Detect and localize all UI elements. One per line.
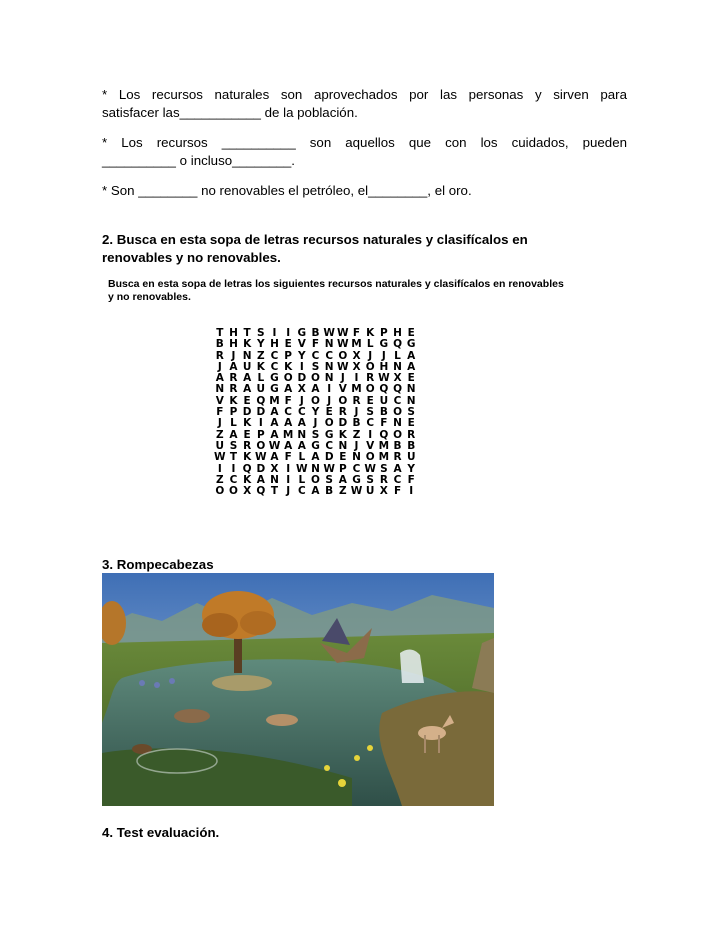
word-search-letter: R <box>338 406 347 419</box>
word-search-letter: C <box>325 439 334 452</box>
word-search-letter: S <box>407 406 415 419</box>
word-search-letter: I <box>286 473 291 486</box>
word-search-letter: Q <box>256 394 266 407</box>
word-search-letter: V <box>366 439 375 452</box>
word-search-letter: U <box>365 485 375 498</box>
word-search-letter: A <box>338 473 347 486</box>
word-search-letter: C <box>311 349 320 362</box>
word-search-letter: N <box>242 349 252 362</box>
word-search-caption-line-2: y no renovables. <box>108 291 191 303</box>
word-search-letter: A <box>284 383 293 396</box>
word-search-letter: A <box>229 428 238 441</box>
word-search-letter: N <box>324 338 334 351</box>
word-search-letter: G <box>379 338 389 351</box>
word-search-letter: I <box>286 462 291 475</box>
word-search-letter: X <box>393 372 402 385</box>
word-search-letter: H <box>229 327 238 339</box>
word-search-letter: J <box>313 417 318 430</box>
word-search-letter: A <box>243 372 252 385</box>
word-search-letter: R <box>366 372 375 385</box>
word-search-letter: K <box>243 451 252 464</box>
word-search-letter: B <box>325 485 334 498</box>
word-search-letter: C <box>325 349 334 362</box>
word-search-letter: C <box>297 406 306 419</box>
word-search-letter: J <box>381 349 386 362</box>
word-search-letter: N <box>311 462 320 475</box>
word-search-letter: C <box>284 406 293 419</box>
word-search-letter: J <box>368 349 373 362</box>
word-search-letter: I <box>272 327 277 339</box>
word-search-letter: R <box>352 394 361 407</box>
word-search-letter: S <box>229 439 238 452</box>
word-search-letter: K <box>243 417 252 430</box>
word-search-letter: J <box>340 372 345 385</box>
word-search-letter: H <box>270 338 279 351</box>
word-search-letter: N <box>406 383 416 396</box>
word-search-letter: B <box>352 417 361 430</box>
word-search-letter: I <box>258 417 263 430</box>
puzzle-scene-image[interactable] <box>102 573 494 806</box>
word-search-letter: D <box>256 462 266 475</box>
word-search-letter: E <box>339 451 347 464</box>
word-search-letter: L <box>257 372 265 385</box>
word-search-letter: B <box>379 406 388 419</box>
word-search-letter: W <box>323 327 335 339</box>
word-search-letter: I <box>299 360 304 373</box>
word-search-letter: N <box>324 360 334 373</box>
word-search-letter: D <box>242 406 252 419</box>
word-search-letter: O <box>311 394 320 407</box>
word-search-letter: C <box>297 485 306 498</box>
word-search-letter: U <box>406 451 416 464</box>
word-search-letter: O <box>229 485 238 498</box>
word-search-letter: W <box>364 462 376 475</box>
word-search-letter: U <box>215 439 225 452</box>
word-search-letter: A <box>256 473 265 486</box>
word-search-letter: Y <box>257 338 265 351</box>
word-search-letter: M <box>351 338 362 351</box>
word-search-letter: H <box>379 360 389 373</box>
section-2-heading-line-2: renovables y no renovables. <box>102 250 281 265</box>
word-search-letter: F <box>393 485 402 498</box>
word-search-letter: A <box>311 451 320 464</box>
section-2-heading <box>102 231 627 267</box>
word-search-letter: A <box>284 439 293 452</box>
word-search-letter: L <box>366 338 374 351</box>
question-2-line-1: * Los recursos __________ son aquellos que con los cuidados, pueden <box>102 135 627 150</box>
word-search-letter: J <box>354 406 359 419</box>
word-search-letter: O <box>215 485 225 498</box>
word-search-letter: P <box>380 327 388 339</box>
word-search-letter: J <box>327 394 332 407</box>
word-search-letter: C <box>352 462 361 475</box>
word-search-letter: Q <box>379 428 389 441</box>
word-search-letter: O <box>338 349 348 362</box>
word-search-letter: M <box>351 383 362 396</box>
word-search-letter: Z <box>257 349 265 362</box>
word-search-letter: O <box>283 372 293 385</box>
word-search-letter: T <box>270 485 279 498</box>
question-3 <box>102 182 627 200</box>
word-search-letter: K <box>229 394 238 407</box>
word-search-letter: I <box>409 485 414 498</box>
word-search-letter: T <box>229 451 238 464</box>
section-3-heading: 3. Rompecabezas <box>102 557 214 572</box>
word-search-letter: E <box>407 372 415 385</box>
word-search-letter: D <box>338 417 348 430</box>
word-search-letter: Y <box>298 349 306 362</box>
word-search-letter: C <box>270 360 279 373</box>
word-search-letter: F <box>407 473 415 486</box>
word-search-letter: O <box>393 406 402 419</box>
word-search-letter: J <box>299 394 304 407</box>
word-search-letter: Q <box>256 485 266 498</box>
word-search-letter: O <box>338 394 348 407</box>
word-search-letter: G <box>297 327 307 339</box>
word-search-letter: R <box>229 383 238 396</box>
word-search-letter: Z <box>339 485 347 498</box>
word-search-letter: V <box>297 338 306 351</box>
word-search-letter: O <box>365 383 375 396</box>
word-search-letter: K <box>338 428 347 441</box>
word-search-letter: A <box>297 439 306 452</box>
word-search-row <box>213 486 418 497</box>
word-search-letter: S <box>257 327 265 339</box>
word-search-letter: C <box>229 473 238 486</box>
word-search-letter: W <box>323 462 335 475</box>
word-search-letter: A <box>270 428 279 441</box>
word-search-letter: Q <box>242 462 252 475</box>
word-search-letter: M <box>282 428 294 441</box>
word-search-letter: P <box>229 406 238 419</box>
word-search-letter: N <box>270 473 279 486</box>
word-search-letter: K <box>284 360 293 373</box>
word-search-letter: X <box>352 349 361 362</box>
word-search-letter: C <box>393 473 402 486</box>
word-search-letter: R <box>379 473 388 486</box>
word-search-letter: E <box>407 327 415 339</box>
word-search-letter: E <box>243 394 251 407</box>
word-search-letter: J <box>231 349 236 362</box>
word-search-letter: I <box>368 428 373 441</box>
word-search-letter: W <box>337 327 349 339</box>
word-search-letter: G <box>311 439 320 452</box>
word-search-row <box>213 339 418 350</box>
word-search-letter: W <box>378 372 390 385</box>
word-search-letter: W <box>255 451 267 464</box>
word-search-letter: I <box>286 327 291 339</box>
word-search-letter: W <box>268 439 281 452</box>
word-search-letter: N <box>406 394 416 407</box>
word-search-letter: L <box>298 451 306 464</box>
word-search-letter: O <box>393 428 402 441</box>
word-search-letter: X <box>352 360 361 373</box>
word-search-letter: E <box>243 428 251 441</box>
word-search-letter: N <box>215 383 225 396</box>
word-search-letter: O <box>365 451 375 464</box>
word-search-letter: I <box>354 372 359 385</box>
word-search-letter: G <box>352 473 361 486</box>
word-search-letter: X <box>243 485 252 498</box>
word-search-letter: G <box>406 338 416 351</box>
word-search-letter: Z <box>215 428 224 441</box>
section-2-heading-line-1: 2. Busca en esta sopa de letras recursos naturales y clasifícalos en <box>102 232 528 247</box>
word-search-letter: L <box>394 349 401 362</box>
word-search-letter: B <box>393 439 402 452</box>
word-search-row <box>213 452 418 463</box>
word-search-letter: W <box>296 462 308 475</box>
word-search-letter: N <box>324 372 334 385</box>
word-search-letter: S <box>325 473 333 486</box>
word-search-letter: Q <box>393 383 402 396</box>
word-search-letter: W <box>337 338 349 351</box>
word-search-letter: Z <box>352 428 361 441</box>
word-search-letter: A <box>270 417 279 430</box>
word-search-letter: D <box>256 406 266 419</box>
word-search-letter: A <box>393 462 402 475</box>
word-search-letter: N <box>393 360 402 373</box>
word-search-letter: N <box>338 439 348 452</box>
word-search-letter: U <box>242 360 252 373</box>
word-search-letter: J <box>217 417 222 430</box>
word-search-letter: R <box>215 349 224 362</box>
word-search-letter: O <box>324 417 334 430</box>
word-search-letter: M <box>378 439 390 452</box>
word-search-letter: N <box>393 417 402 430</box>
word-search-letter: U <box>379 394 389 407</box>
word-search-letter: H <box>393 327 402 339</box>
word-search-letter: N <box>352 451 361 464</box>
word-search-letter: A <box>407 360 416 373</box>
word-search-letter: I <box>231 462 236 475</box>
word-search-letter: T <box>216 327 224 339</box>
word-search-letter: K <box>243 338 252 351</box>
word-search-letter: Q <box>379 383 389 396</box>
word-search-letter: A <box>215 372 224 385</box>
question-2 <box>102 134 627 170</box>
word-search-letter: E <box>284 338 292 351</box>
word-search-letter: W <box>214 451 226 464</box>
word-search-letter: K <box>366 327 375 339</box>
word-search-letter: N <box>297 428 307 441</box>
word-search-letter: O <box>365 360 375 373</box>
word-search-letter: O <box>311 372 320 385</box>
word-search-letter: A <box>270 451 279 464</box>
question-1-line-2: satisfacer las___________ de la población. <box>102 105 358 120</box>
word-search-letter: S <box>380 462 388 475</box>
section-4-heading: 4. Test evaluación. <box>102 825 220 840</box>
word-search-letter: A <box>297 417 306 430</box>
word-search-letter: P <box>256 428 265 441</box>
word-search-letter: J <box>354 439 359 452</box>
question-2-line-2: __________ o incluso________. <box>102 153 295 168</box>
word-search-letter: O <box>256 439 266 452</box>
word-search-letter: B <box>311 327 320 339</box>
word-search-letter: X <box>379 485 388 498</box>
word-search-letter: G <box>270 372 279 385</box>
word-search-letter: H <box>229 338 238 351</box>
word-search-grid <box>213 328 418 498</box>
word-search-letter: Y <box>407 462 415 475</box>
word-search-letter: M <box>378 451 390 464</box>
word-search-letter: S <box>366 406 374 419</box>
word-search-letter: F <box>380 417 388 430</box>
word-search-letter: G <box>270 383 279 396</box>
word-search-letter: W <box>350 485 363 498</box>
word-search-letter: J <box>286 485 291 498</box>
word-search-letter: V <box>215 394 224 407</box>
word-search-caption <box>108 278 618 304</box>
word-search-letter: A <box>229 360 238 373</box>
word-search-letter: F <box>284 394 292 407</box>
word-search-letter: F <box>216 406 224 419</box>
question-3-line-1: * Son ________ no renovables el petróleo, el________, el oro. <box>102 183 472 198</box>
word-search-letter: J <box>217 360 222 373</box>
question-1-line-1: * Los recursos naturales son aprovechados por las personas y sirven para <box>102 87 627 102</box>
word-search-letter: E <box>325 406 333 419</box>
word-search-letter: C <box>270 349 279 362</box>
word-search-letter: K <box>243 473 252 486</box>
word-search-letter: B <box>215 338 224 351</box>
word-search-letter: K <box>256 360 265 373</box>
word-search-letter: Z <box>215 473 224 486</box>
word-search-letter: C <box>366 417 375 430</box>
word-search-letter: E <box>366 394 374 407</box>
word-search-letter: Q <box>393 338 402 351</box>
word-search-letter: T <box>243 327 251 339</box>
word-search-caption-line-1: Busca en esta sopa de letras los siguientes recursos naturales y clasifícalos en renovables <box>108 278 564 290</box>
word-search-letter: S <box>311 360 320 373</box>
word-search-letter: E <box>407 417 415 430</box>
word-search-letter: V <box>338 383 347 396</box>
word-search-letter: A <box>270 406 279 419</box>
word-search-letter: U <box>256 383 266 396</box>
word-search-letter: I <box>217 462 222 475</box>
word-search-letter: A <box>311 485 320 498</box>
word-search-letter: D <box>324 451 334 464</box>
word-search-letter: F <box>284 451 292 464</box>
word-search-letter: S <box>311 428 320 441</box>
word-search-letter: C <box>393 394 402 407</box>
word-search-letter: F <box>352 327 361 339</box>
word-search-letter: W <box>337 360 349 373</box>
word-search-letter: A <box>311 383 320 396</box>
word-search-letter: A <box>407 349 416 362</box>
word-search-letter: O <box>311 473 320 486</box>
word-search-letter: A <box>284 417 293 430</box>
word-search-letter: F <box>311 338 320 351</box>
word-search-letter: P <box>338 462 347 475</box>
word-search-row <box>213 418 418 429</box>
word-search-letter: D <box>297 372 307 385</box>
word-search-letter: L <box>230 417 237 430</box>
word-search-letter: G <box>324 428 334 441</box>
word-search-letter: I <box>327 383 332 396</box>
word-search-letter: A <box>243 383 252 396</box>
word-search-letter: P <box>284 349 292 362</box>
word-search-letter: X <box>270 462 279 475</box>
word-search-letter: R <box>393 451 402 464</box>
word-search-letter: R <box>407 428 416 441</box>
question-1 <box>102 86 627 122</box>
word-search-letter: S <box>366 473 374 486</box>
word-search-letter: R <box>243 439 252 452</box>
word-search-letter: L <box>298 473 306 486</box>
word-search-letter: Y <box>311 406 320 419</box>
word-search-letter: X <box>297 383 306 396</box>
word-search-letter: R <box>229 372 238 385</box>
word-search-letter: B <box>407 439 416 452</box>
word-search-letter: M <box>269 394 280 407</box>
